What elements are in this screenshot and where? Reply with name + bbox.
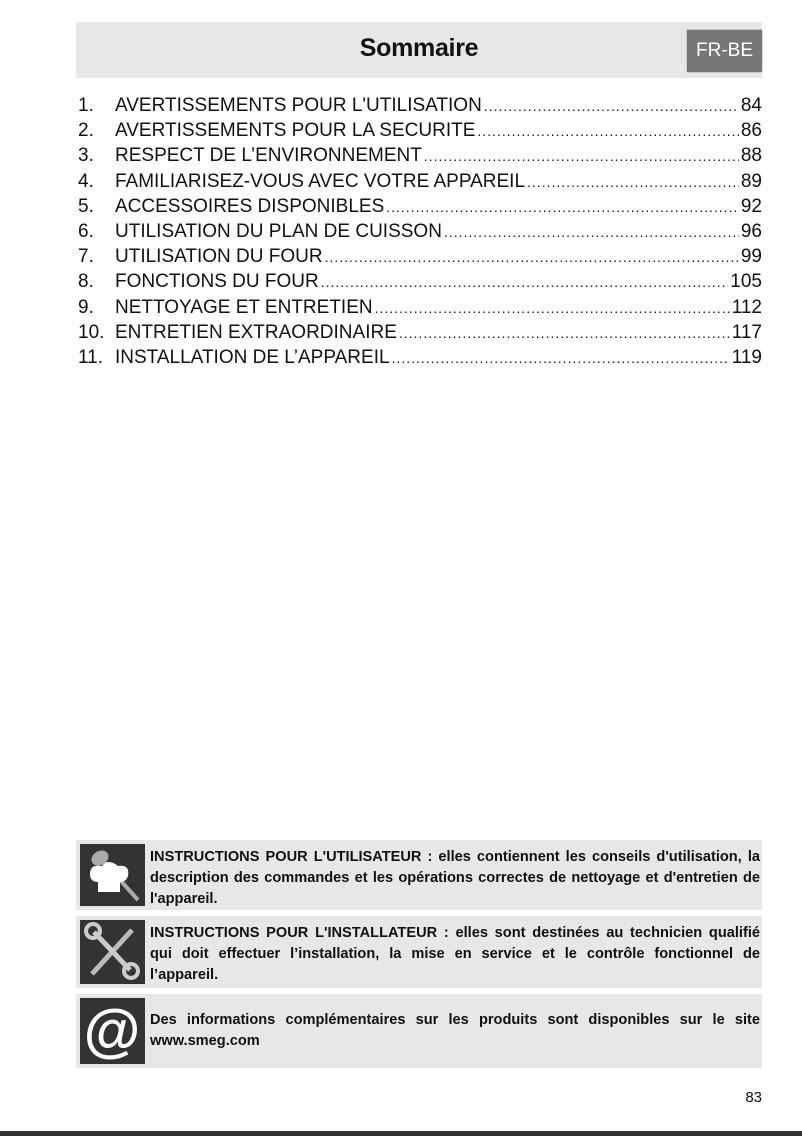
toc-page: 88 bbox=[740, 145, 762, 167]
info-text: Des informations complémentaires sur les produits sont disponibles sur le site www.smeg.com bbox=[150, 1012, 760, 1049]
toc-page: 84 bbox=[740, 95, 762, 116]
toc-entry[interactable] bbox=[78, 271, 762, 296]
toc-leader bbox=[527, 174, 739, 190]
toc-label: ACCESSOIRES DISPONIBLES bbox=[115, 195, 385, 217]
toc-number: 1. bbox=[78, 95, 94, 116]
svg-text:@: @ bbox=[83, 998, 141, 1063]
toc-leader bbox=[484, 98, 739, 114]
toc-entry[interactable] bbox=[78, 322, 762, 347]
info-box-user bbox=[76, 840, 762, 910]
toc-leader bbox=[375, 300, 730, 316]
page-title: Sommaire bbox=[359, 34, 479, 62]
toc-leader bbox=[321, 274, 729, 290]
toc-entry[interactable] bbox=[78, 171, 762, 196]
toc-page: 105 bbox=[730, 271, 762, 293]
toc-number: 11. bbox=[78, 346, 104, 368]
page-header bbox=[76, 22, 762, 78]
toc-label: UTILISATION DU FOUR bbox=[115, 246, 323, 268]
toc-page: 99 bbox=[740, 246, 762, 268]
toc-number: 3. bbox=[78, 145, 94, 167]
toc-entry[interactable] bbox=[78, 297, 762, 322]
toc-leader bbox=[325, 249, 739, 265]
at-icon bbox=[80, 998, 145, 1064]
toc-label: FAMILIARISEZ-VOUS AVEC VOTRE APPAREIL bbox=[115, 170, 526, 192]
toc-entry[interactable] bbox=[78, 221, 762, 246]
toc-number: 10. bbox=[78, 321, 105, 343]
toc-page: 96 bbox=[740, 220, 762, 242]
toc-number: 5. bbox=[78, 195, 94, 217]
toc-leader bbox=[386, 199, 739, 215]
toc-page: 89 bbox=[740, 170, 762, 192]
toc-page: 86 bbox=[740, 120, 762, 142]
toc-number: 2. bbox=[78, 120, 94, 142]
toc-page: 112 bbox=[731, 296, 762, 318]
info-box-installer bbox=[76, 916, 762, 988]
toc-entry[interactable] bbox=[78, 246, 762, 271]
toc-number: 4. bbox=[78, 170, 94, 192]
toc-number: 9. bbox=[78, 296, 94, 318]
toc-label: FONCTIONS DU FOUR bbox=[115, 271, 319, 293]
toc-number: 7. bbox=[78, 246, 94, 268]
toc-entry[interactable] bbox=[78, 145, 762, 170]
toc-label: ENTRETIEN EXTRAORDINAIRE bbox=[115, 321, 397, 343]
toc-page: 117 bbox=[731, 321, 762, 343]
table-of-contents bbox=[78, 95, 762, 372]
toc-label: AVERTISSEMENTS POUR LA SECURITE bbox=[115, 120, 476, 142]
toc-entry[interactable] bbox=[78, 95, 762, 120]
toc-page: 119 bbox=[731, 346, 762, 368]
tools-icon bbox=[80, 920, 145, 984]
toc-entry[interactable] bbox=[78, 347, 762, 372]
toc-label: AVERTISSEMENTS POUR L'UTILISATION bbox=[115, 95, 482, 116]
toc-label: INSTALLATION DE L’APPAREIL bbox=[115, 346, 390, 368]
page-number: 83 bbox=[745, 1089, 762, 1106]
info-box-website bbox=[76, 994, 762, 1068]
toc-number: 8. bbox=[78, 271, 94, 293]
toc-entry[interactable] bbox=[78, 196, 762, 221]
toc-leader bbox=[477, 123, 738, 139]
toc-page: 92 bbox=[740, 195, 762, 217]
toc-entry[interactable] bbox=[78, 120, 762, 145]
toc-leader bbox=[444, 224, 739, 240]
info-text: INSTRUCTIONS POUR L'INSTALLATEUR : elles sont destinées au technicien qualifié qui doit effectuer l’installation, la mise en service et le contrôle fonctionnel de l’appareil. bbox=[150, 925, 760, 983]
bottom-bar bbox=[0, 1131, 802, 1136]
toc-label: NETTOYAGE ET ENTRETIEN bbox=[115, 296, 373, 318]
chef-icon bbox=[80, 844, 145, 906]
toc-leader bbox=[392, 350, 730, 366]
info-text: INSTRUCTIONS POUR L'UTILISATEUR : elles contiennent les conseils d'utilisation, la description des commandes et les opérations correctes de nettoyage et d'entretien de l'appareil. bbox=[150, 849, 760, 907]
language-badge: FR-BE bbox=[687, 30, 762, 72]
toc-leader bbox=[424, 148, 739, 164]
toc-label: UTILISATION DU PLAN DE CUISSON bbox=[115, 220, 442, 242]
toc-leader bbox=[399, 325, 730, 341]
toc-number: 6. bbox=[78, 220, 94, 242]
toc-label: RESPECT DE L’ENVIRONNEMENT bbox=[115, 145, 422, 167]
